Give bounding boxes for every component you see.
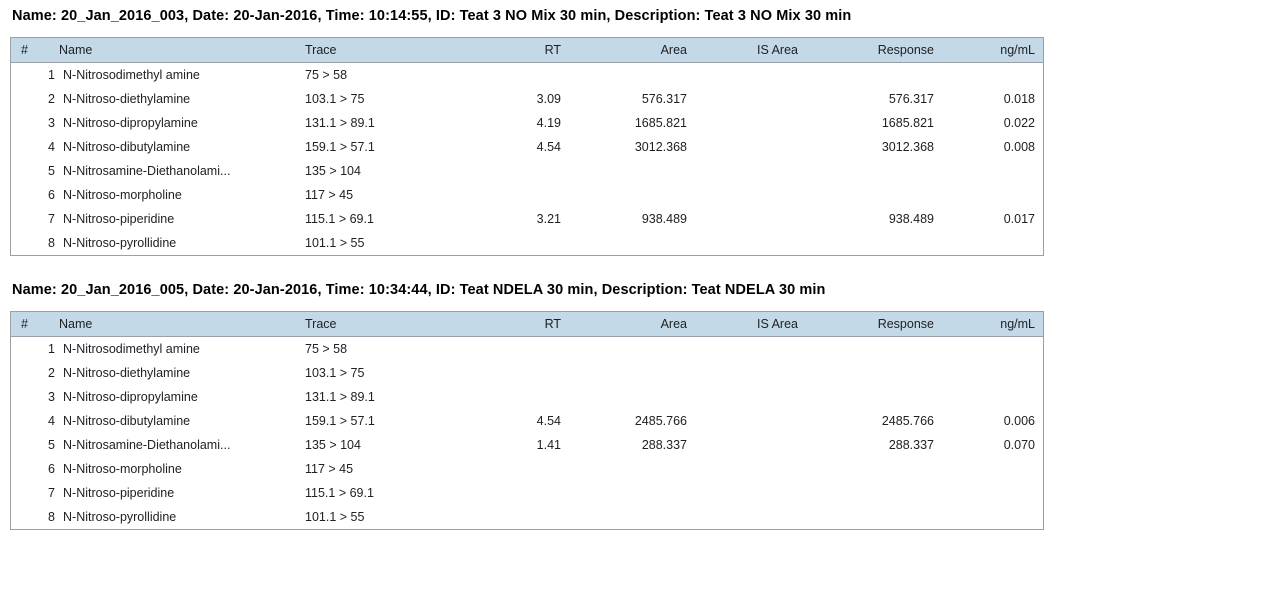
table-header <box>11 38 1044 63</box>
cell-rt: 4.54 <box>536 414 561 428</box>
cell-name <box>59 433 297 457</box>
table-row[interactable] <box>11 135 1044 159</box>
table-row[interactable] <box>11 361 1044 385</box>
cell-trace: 103.1 > 75 <box>305 366 365 380</box>
column-header-ngml[interactable]: ng/mL <box>942 38 1044 63</box>
cell-area <box>569 457 695 481</box>
column-header-area[interactable]: Area <box>569 38 695 63</box>
cell-trace: 135 > 104 <box>305 438 361 452</box>
table-row[interactable] <box>11 481 1044 505</box>
cell-name <box>59 361 297 385</box>
cell-name <box>59 385 297 409</box>
cell-name-text: N-Nitrosodimethyl amine <box>63 68 200 82</box>
cell-response <box>806 361 942 385</box>
cell-name <box>59 409 297 433</box>
cell-index: 3 <box>48 116 55 130</box>
cell-name <box>59 481 297 505</box>
cell-area <box>569 337 695 362</box>
cell-is-area <box>695 135 806 159</box>
cell-ngml <box>942 231 1044 256</box>
cell-trace: 117 > 45 <box>305 188 354 202</box>
table-row[interactable] <box>11 159 1044 183</box>
cell-ngml <box>942 481 1044 505</box>
column-header-area[interactable]: Area <box>569 312 695 337</box>
cell-trace: 117 > 45 <box>305 462 354 476</box>
cell-trace: 101.1 > 55 <box>305 510 365 524</box>
cell-rt <box>463 481 569 505</box>
cell-is-area <box>695 361 806 385</box>
cell-area <box>569 231 695 256</box>
cell-rt <box>463 183 569 207</box>
cell-is-area <box>695 63 806 88</box>
cell-response: 576.317 <box>888 92 934 106</box>
cell-index: 1 <box>48 68 55 82</box>
cell-rt: 3.21 <box>536 212 561 226</box>
cell-response <box>806 183 942 207</box>
cell-index: 1 <box>48 342 55 356</box>
cell-name <box>59 183 297 207</box>
cell-area <box>569 183 695 207</box>
table-row[interactable] <box>11 63 1044 88</box>
column-header-rt[interactable]: RT <box>463 312 569 337</box>
cell-name-text: N-Nitrosamine-Diethanolami... <box>63 164 231 178</box>
cell-rt: 4.19 <box>536 116 561 130</box>
cell-is-area <box>695 159 806 183</box>
cell-name <box>59 87 297 111</box>
cell-area: 3012.368 <box>634 140 687 154</box>
report-block <box>10 282 1280 530</box>
cell-response <box>806 481 942 505</box>
cell-ngml: 0.017 <box>1003 212 1035 226</box>
cell-is-area <box>695 409 806 433</box>
cell-name-text: N-Nitroso-dipropylamine <box>63 390 198 404</box>
table-body <box>11 337 1044 530</box>
cell-name-text: N-Nitroso-piperidine <box>63 212 175 226</box>
report-block <box>10 8 1280 256</box>
cell-response <box>806 63 942 88</box>
results-table <box>10 311 1044 530</box>
cell-name-text: N-Nitroso-morpholine <box>63 462 182 476</box>
cell-area: 1685.821 <box>634 116 687 130</box>
cell-name-text: N-Nitroso-dibutylamine <box>63 414 191 428</box>
cell-area <box>569 63 695 88</box>
cell-is-area <box>695 111 806 135</box>
column-header-is-area[interactable]: IS Area <box>695 312 806 337</box>
cell-name-text: N-Nitroso-morpholine <box>63 188 182 202</box>
cell-area <box>569 505 695 530</box>
cell-is-area <box>695 87 806 111</box>
cell-index: 2 <box>48 366 55 380</box>
cell-is-area <box>695 433 806 457</box>
cell-response: 3012.368 <box>881 140 934 154</box>
cell-rt <box>463 231 569 256</box>
cell-name <box>59 63 297 88</box>
report-header: Name: 20_Jan_2016_005, Date: 20-Jan-2016, Time: 10:34:44, ID: Teat NDELA 30 min, Description: Teat NDELA 30 min <box>12 282 826 298</box>
cell-response: 1685.821 <box>881 116 934 130</box>
cell-name <box>59 207 297 231</box>
column-header-trace[interactable]: Trace <box>297 312 463 337</box>
cell-index: 5 <box>48 438 55 452</box>
table-row[interactable] <box>11 409 1044 433</box>
table-row[interactable] <box>11 385 1044 409</box>
cell-name-text: N-Nitroso-diethylamine <box>63 92 191 106</box>
table-body <box>11 63 1044 256</box>
cell-is-area <box>695 231 806 256</box>
cell-name <box>59 135 297 159</box>
table-row[interactable] <box>11 231 1044 256</box>
cell-response: 2485.766 <box>881 414 934 428</box>
column-header-trace[interactable]: Trace <box>297 38 463 63</box>
cell-trace: 131.1 > 89.1 <box>305 390 375 404</box>
cell-response <box>806 457 942 481</box>
cell-ngml <box>942 159 1044 183</box>
cell-name-text: N-Nitrosamine-Diethanolami... <box>63 438 231 452</box>
cell-area: 2485.766 <box>634 414 687 428</box>
cell-ngml <box>942 505 1044 530</box>
cell-ngml: 0.006 <box>1003 414 1035 428</box>
report-header: Name: 20_Jan_2016_003, Date: 20-Jan-2016, Time: 10:14:55, ID: Teat 3 NO Mix 30 min, Description: Teat 3 NO Mix 30 min <box>12 8 852 24</box>
results-table <box>10 37 1044 256</box>
cell-rt <box>463 337 569 362</box>
cell-ngml <box>942 63 1044 88</box>
cell-name <box>59 111 297 135</box>
cell-name <box>59 337 297 362</box>
cell-response <box>806 159 942 183</box>
cell-name <box>59 505 297 530</box>
table-header <box>11 312 1044 337</box>
cell-area: 938.489 <box>641 212 687 226</box>
cell-is-area <box>695 457 806 481</box>
cell-response <box>806 505 942 530</box>
cell-area <box>569 361 695 385</box>
cell-index: 8 <box>48 236 55 250</box>
cell-rt: 3.09 <box>536 92 561 106</box>
cell-response <box>806 231 942 256</box>
cell-name-text: N-Nitroso-dipropylamine <box>63 116 198 130</box>
cell-is-area <box>695 505 806 530</box>
cell-trace: 131.1 > 89.1 <box>305 116 375 130</box>
cell-rt: 4.54 <box>536 140 561 154</box>
column-header-rt[interactable]: RT <box>463 38 569 63</box>
cell-index: 6 <box>48 462 55 476</box>
cell-trace: 75 > 58 <box>305 68 348 82</box>
cell-trace: 103.1 > 75 <box>305 92 365 106</box>
cell-index: 2 <box>48 92 55 106</box>
cell-name-text: N-Nitrosodimethyl amine <box>63 342 200 356</box>
cell-name-text: N-Nitroso-piperidine <box>63 486 175 500</box>
table-row[interactable] <box>11 457 1044 481</box>
cell-trace: 135 > 104 <box>305 164 361 178</box>
cell-name-text: N-Nitroso-pyrollidine <box>63 510 177 524</box>
cell-response <box>806 337 942 362</box>
cell-ngml <box>942 337 1044 362</box>
cell-area <box>569 481 695 505</box>
cell-area: 288.337 <box>641 438 687 452</box>
table-header-row <box>11 312 1044 337</box>
cell-name-text: N-Nitroso-dibutylamine <box>63 140 191 154</box>
cell-trace: 101.1 > 55 <box>305 236 365 250</box>
cell-ngml <box>942 361 1044 385</box>
cell-index: 7 <box>48 212 55 226</box>
cell-response: 938.489 <box>888 212 934 226</box>
table-header-row <box>11 38 1044 63</box>
cell-index: 6 <box>48 188 55 202</box>
cell-index: 8 <box>48 510 55 524</box>
table-row[interactable] <box>11 111 1044 135</box>
cell-index: 4 <box>48 414 55 428</box>
cell-area: 576.317 <box>641 92 687 106</box>
column-header-name[interactable]: Name <box>59 38 297 63</box>
cell-index: 3 <box>48 390 55 404</box>
cell-ngml <box>942 183 1044 207</box>
cell-rt: 1.41 <box>536 438 561 452</box>
cell-index: 4 <box>48 140 55 154</box>
cell-area <box>569 385 695 409</box>
cell-index: 7 <box>48 486 55 500</box>
column-header-ngml[interactable]: ng/mL <box>942 312 1044 337</box>
table-row[interactable] <box>11 505 1044 530</box>
column-header-response[interactable]: Response <box>806 38 942 63</box>
cell-area <box>569 159 695 183</box>
column-header-index[interactable]: # <box>11 38 60 63</box>
cell-name <box>59 231 297 256</box>
table-row[interactable] <box>11 433 1044 457</box>
cell-ngml: 0.022 <box>1003 116 1035 130</box>
cell-name-text: N-Nitroso-diethylamine <box>63 366 191 380</box>
cell-name <box>59 159 297 183</box>
cell-index: 5 <box>48 164 55 178</box>
cell-is-area <box>695 337 806 362</box>
cell-ngml: 0.070 <box>1003 438 1035 452</box>
column-header-is-area[interactable]: IS Area <box>695 38 806 63</box>
cell-ngml: 0.008 <box>1003 140 1035 154</box>
cell-name <box>59 457 297 481</box>
cell-is-area <box>695 207 806 231</box>
cell-ngml <box>942 457 1044 481</box>
cell-ngml <box>942 385 1044 409</box>
cell-rt <box>463 361 569 385</box>
cell-trace: 115.1 > 69.1 <box>305 486 374 500</box>
cell-rt <box>463 385 569 409</box>
cell-is-area <box>695 481 806 505</box>
table-row[interactable] <box>11 87 1044 111</box>
table-row[interactable] <box>11 337 1044 362</box>
cell-rt <box>463 159 569 183</box>
cell-response: 288.337 <box>888 438 934 452</box>
cell-rt <box>463 457 569 481</box>
cell-rt <box>463 63 569 88</box>
cell-trace: 159.1 > 57.1 <box>305 140 375 154</box>
column-header-index[interactable]: # <box>11 312 60 337</box>
table-row[interactable] <box>11 183 1044 207</box>
column-header-response[interactable]: Response <box>806 312 942 337</box>
cell-trace: 75 > 58 <box>305 342 348 356</box>
column-header-name[interactable]: Name <box>59 312 297 337</box>
cell-name-text: N-Nitroso-pyrollidine <box>63 236 177 250</box>
cell-trace: 115.1 > 69.1 <box>305 212 374 226</box>
cell-ngml: 0.018 <box>1003 92 1035 106</box>
cell-trace: 159.1 > 57.1 <box>305 414 375 428</box>
table-row[interactable] <box>11 207 1044 231</box>
cell-is-area <box>695 385 806 409</box>
cell-rt <box>463 505 569 530</box>
cell-is-area <box>695 183 806 207</box>
cell-response <box>806 385 942 409</box>
